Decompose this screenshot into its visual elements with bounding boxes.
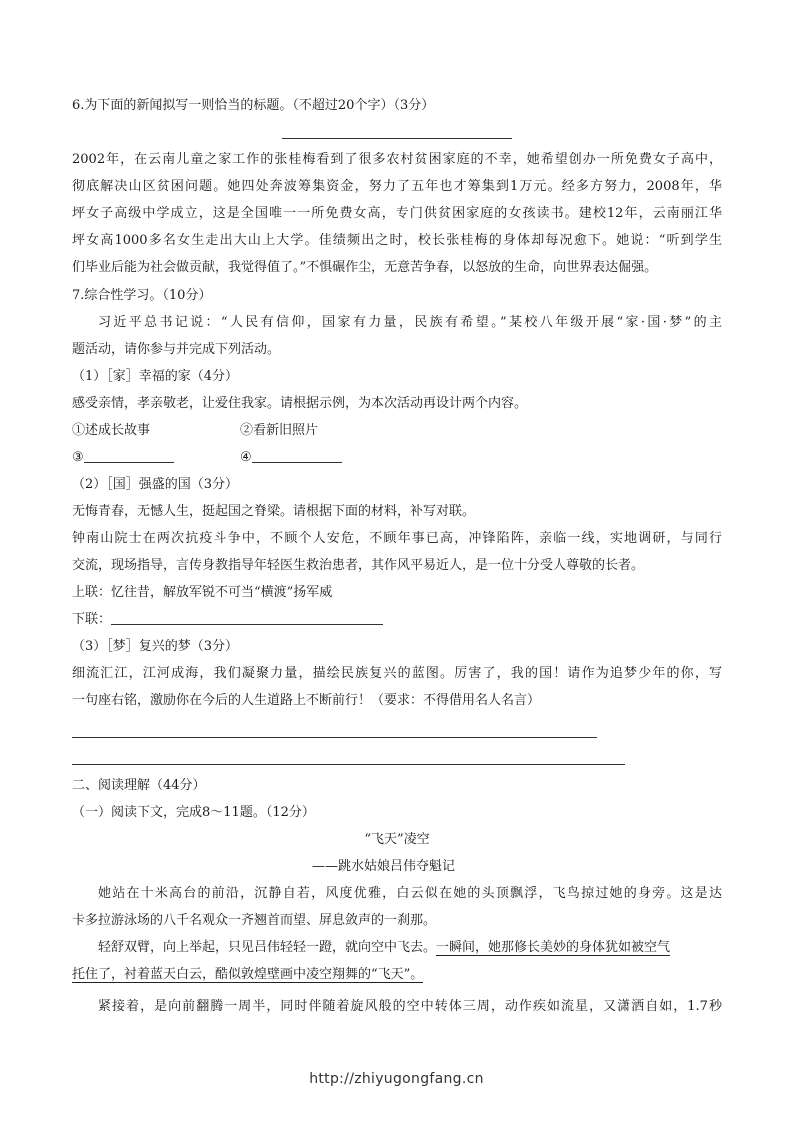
q7-option-4-label: ④ [240, 450, 252, 465]
q7-option-4 [240, 448, 342, 468]
q6-prompt: 6.为下面的新闻拟写一则恰当的标题。（不超过20个字）（3分） [72, 98, 435, 113]
q6-answer-line [282, 138, 512, 139]
article-p2-underlined-2: 托住了，衬着蓝天白云，酷似敦煌壁画中凌空翔舞的“飞天”。 [72, 967, 424, 982]
article-p2-underlined-1: 一瞬间，她那修长美妙的身体犹如被空气 [436, 940, 671, 955]
q6-news-line-2: 彻底解决山区贫困问题。她四处奔波筹集资金，努力了五年也才筹集到1万元。经多方努力，2008年，华 [72, 179, 722, 194]
q7-part3-text-line-2: 一句座右铭，激励你在今后的人生道路上不断前行！（要求：不得借用名人名言） [72, 693, 541, 708]
article-p2-plain: 轻舒双臂，向上举起，只见吕伟轻轻一蹬，就向空中飞去。 [98, 940, 437, 955]
article-p1-line-2: 卡多拉游泳场的八千名观众一齐翘首而望、屏息敛声的一刹那。 [72, 913, 437, 928]
article-p1-line-1: 她站在十米高台的前沿，沉静自若，风度优雅，白云似在她的头顶飘浮，飞鸟掠过她的身旁。这是达 [98, 886, 722, 901]
q7-option-2: ②看新旧照片 [240, 423, 319, 438]
q7-couplet-lower [72, 610, 383, 630]
q6-news-line-3: 坪女子高级中学成立，这是全国唯一一所免费女高，专门供贫困家庭的女孩读书。建校12年，云南丽江华 [72, 206, 722, 221]
footer-url: http://zhiyugongfang.cn [309, 1071, 484, 1087]
q7-title: 7.综合性学习。（10分） [72, 288, 212, 303]
q7-option-3-blank [84, 448, 174, 463]
q6-news-line-1: 2002年，在云南儿童之家工作的张桂梅看到了很多农村贫困家庭的不幸，她希望创办一所免费女子高中， [72, 152, 722, 167]
q7-couplet-lower-label: 下联： [72, 612, 112, 627]
q7-answer-line-2 [72, 764, 625, 765]
q7-option-1: ①述成长故事 [72, 423, 151, 438]
article-p2-line-2 [72, 965, 722, 985]
article-p3-line-1: 紧接着，是向前翻腾一周半，同时伴随着旋风般的空中转体三周，动作疾如流星，又潇洒自如，1.7秒 [98, 999, 722, 1014]
article-subtitle: ——跳水姑娘吕伟夺魁记 [312, 859, 456, 874]
q7-answer-line-1 [72, 737, 597, 738]
q7-couplet-lower-blank [111, 610, 383, 625]
q7-option-3 [72, 448, 174, 468]
section2-title: 二、阅读理解（44分） [72, 778, 206, 793]
q7-part2-text: 无悔青春，无憾人生，挺起国之脊梁。请根据下面的材料，补写对联。 [72, 504, 476, 519]
q7-intro-line-1: 习近平总书记说：“人民有信仰，国家有力量，民族有希望。”某校八年级开展“家·国·梦”的主 [98, 315, 722, 330]
q6-news-line-4: 坪女高1000多名女生走出大山上大学。佳绩频出之时，校长张桂梅的身体却每况愈下。她说：“听到学生 [72, 233, 722, 248]
q7-couplet-upper: 上联：忆往昔，解放军锐不可当“横渡”扬军威 [72, 585, 333, 600]
section2-subtitle: （一）阅读下文，完成8～11题。（12分） [72, 805, 315, 820]
article-title: “飞天”凌空 [364, 832, 430, 847]
q7-part2-material-line-1: 钟南山院士在两次抗疫斗争中，不顾个人安危，不顾年事已高，冲锋陷阵，亲临一线，实地调研，与同行 [72, 531, 722, 546]
q7-intro-line-2: 题活动，请你参与并完成下列活动。 [72, 342, 281, 357]
q6-news-line-5: 们毕业后能为社会做贡献，我觉得值了。”不惧碾作尘，无意苦争春，以怒放的生命，向世界表达倔强。 [72, 260, 658, 275]
q7-option-3-label: ③ [72, 450, 84, 465]
q7-part2-material-line-2: 交流，现场指导，言传身教指导年轻医生救治患者，其作风平易近人，是一位十分受人尊敬的长者。 [72, 558, 645, 573]
article-p2-line-1 [98, 938, 722, 958]
q7-part2-title: （2）［国］强盛的国（3分） [72, 477, 239, 492]
q7-part3-title: （3）［梦］复兴的梦（3分） [72, 639, 239, 654]
q7-option-4-blank [252, 448, 342, 463]
q7-part3-text-line-1: 细流汇江，江河成海，我们凝聚力量，描绘民族复兴的蓝图。厉害了，我的国！请作为追梦少年的你，写 [72, 666, 722, 681]
q7-part1-text: 感受亲情，孝亲敬老，让爱住我家。请根据示例，为本次活动再设计两个内容。 [72, 396, 528, 411]
q7-part1-title: （1）［家］幸福的家（4分） [72, 369, 239, 384]
